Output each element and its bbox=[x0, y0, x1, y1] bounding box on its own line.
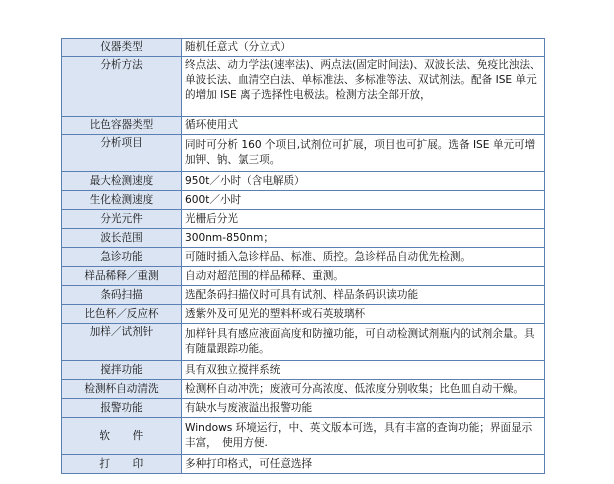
table-row bbox=[62, 191, 545, 210]
table-row bbox=[62, 117, 545, 135]
table-row bbox=[62, 210, 545, 229]
row-value: 300nm-850nm； bbox=[182, 229, 545, 248]
row-label: 搅拌功能 bbox=[62, 361, 182, 380]
row-label: 比色杯／反应杯 bbox=[62, 305, 182, 324]
row-value: 加样针具有感应液面高度和防撞功能，可自动检测试剂瓶内的试剂余量。具有随量跟踪功能。 bbox=[182, 324, 545, 361]
row-label: 软 件 bbox=[62, 418, 182, 455]
table-row bbox=[62, 361, 545, 380]
row-value: 自动对超范围的样品稀释、重测。 bbox=[182, 267, 545, 286]
row-value: 可随时插入急诊样品、标准、质控。急诊样品自动优先检测。 bbox=[182, 248, 545, 267]
row-label: 最大检测速度 bbox=[62, 172, 182, 191]
row-label: 样品稀释／重测 bbox=[62, 267, 182, 286]
row-value: Windows 环境运行，中、英文版本可选，具有丰富的查询功能；界面显示丰富， 使用方便. bbox=[182, 418, 545, 455]
row-value: 循环使用式 bbox=[182, 117, 545, 135]
row-value: 终点法、动力学法(速率法)、两点法(固定时间法)、双波长法、免疫比浊法、单波长法、血清空白法、单标准法、多标准等法、双试剂法。配备 ISE 单元的增加 ISE 离子选择性电极法。检测方法全部开放， bbox=[182, 57, 545, 117]
table-row bbox=[62, 324, 545, 361]
row-label: 打 印 bbox=[62, 455, 182, 474]
table-row bbox=[62, 286, 545, 305]
table-row bbox=[62, 418, 545, 455]
row-value: 多种打印格式，可任意选择 bbox=[182, 455, 545, 474]
table-row bbox=[62, 267, 545, 286]
table-row bbox=[62, 248, 545, 267]
row-value: 光栅后分光 bbox=[182, 210, 545, 229]
row-label: 急诊功能 bbox=[62, 248, 182, 267]
row-label: 波长范围 bbox=[62, 229, 182, 248]
table-row bbox=[62, 135, 545, 172]
row-label: 分析项目 bbox=[62, 135, 182, 172]
row-value: 有缺水与废液溢出报警功能 bbox=[182, 399, 545, 418]
row-value: 检测杯自动冲洗；废液可分高浓度、低浓度分别收集；比色皿自动干燥。 bbox=[182, 380, 545, 399]
row-value: 600t／小时 bbox=[182, 191, 545, 210]
row-value: 随机任意式（分立式） bbox=[182, 39, 545, 57]
table-row bbox=[62, 39, 545, 57]
spec-table bbox=[61, 38, 545, 474]
row-label: 加样／试剂针 bbox=[62, 324, 182, 361]
row-label: 条码扫描 bbox=[62, 286, 182, 305]
table-row bbox=[62, 57, 545, 117]
row-value: 同时可分析 160 个项目,试剂位可扩展，项目也可扩展。选备 ISE 单元可增加钾、钠、氯三项。 bbox=[182, 135, 545, 172]
table-row bbox=[62, 172, 545, 191]
table-row bbox=[62, 380, 545, 399]
row-label: 比色容器类型 bbox=[62, 117, 182, 135]
row-label: 检测杯自动清洗 bbox=[62, 380, 182, 399]
row-label: 分光元件 bbox=[62, 210, 182, 229]
row-value: 透紫外及可见光的塑料杯或石英玻璃杯 bbox=[182, 305, 545, 324]
table-row bbox=[62, 305, 545, 324]
row-value: 具有双独立搅拌系统 bbox=[182, 361, 545, 380]
table-row bbox=[62, 399, 545, 418]
row-value: 选配条码扫描仪时可具有试剂、样品条码识读功能 bbox=[182, 286, 545, 305]
table-row bbox=[62, 229, 545, 248]
row-value: 950t／小时（含电解质） bbox=[182, 172, 545, 191]
row-label: 生化检测速度 bbox=[62, 191, 182, 210]
row-label: 分析方法 bbox=[62, 57, 182, 117]
table-row bbox=[62, 455, 545, 474]
row-label: 仪器类型 bbox=[62, 39, 182, 57]
row-label: 报警功能 bbox=[62, 399, 182, 418]
